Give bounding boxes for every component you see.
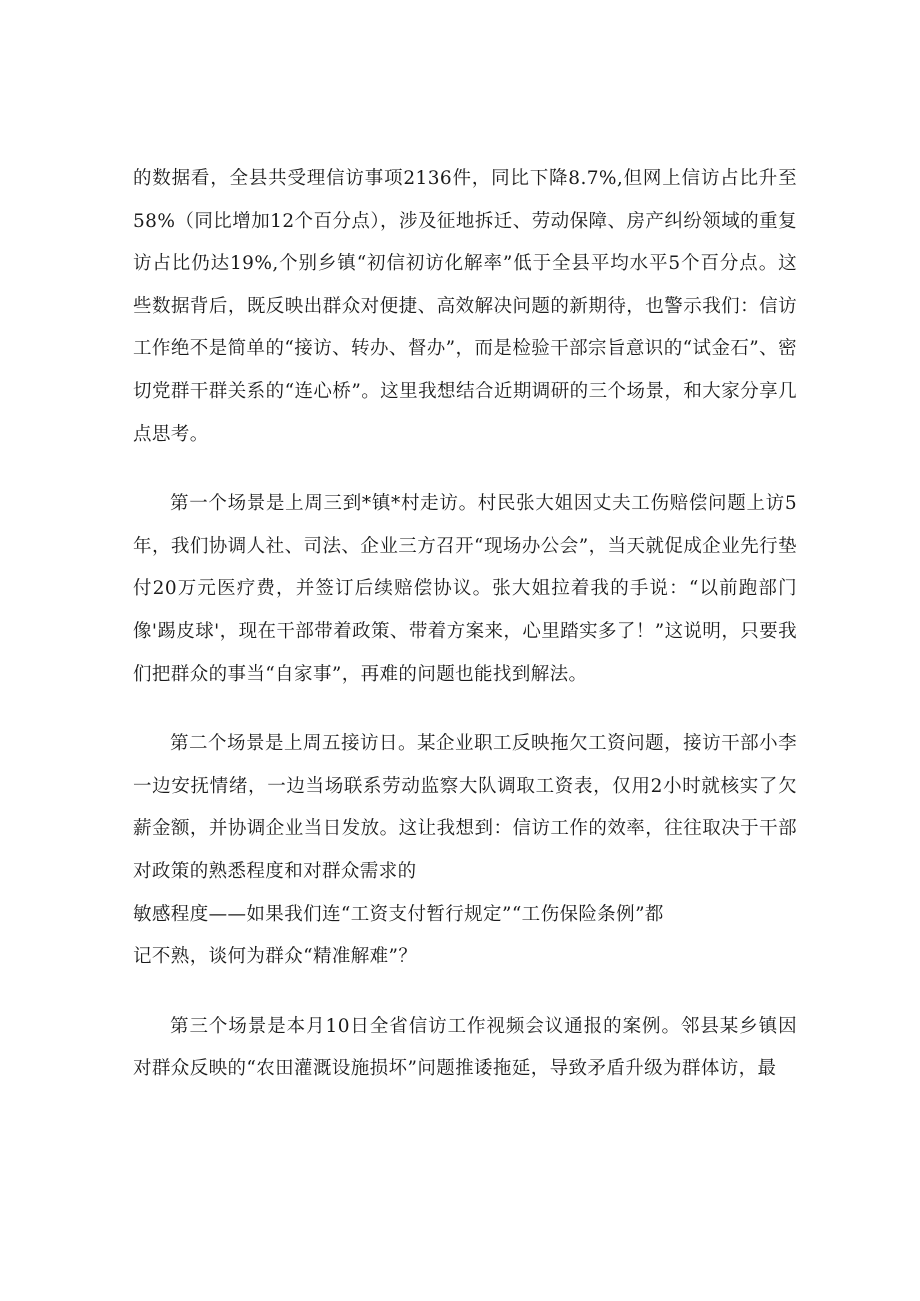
paragraph-scene-2: 第二个场景是上周五接访日。某企业职工反映拖欠工资问题，接访干部小李一边安抚情绪，一边当场联系劳动监察大队调取工资表，仅用2小时就核实了欠薪金额，并协调企业当日发放。这让我想到：信访工作的效率，往往取决于干部对政策的熟悉程度和对群众需求的: [133, 733, 797, 882]
document-body: [133, 158, 797, 1091]
paragraph-scene-1: 第一个场景是上周三到*镇*村走访。村民张大姐因丈夫工伤赔偿问题上访5年，我们协调人社、司法、企业三方召开“现场办公会”，当天就促成企业先行垫付20万元医疗费，并签订后续赔偿协议。张大姐拉着我的手说：“以前跑部门像'踢皮球'，现在干部带着政策、带着方案来，心里踏实多了！”这说明，只要我们把群众的事当“自家事”，再难的问题也能找到解法。: [133, 493, 797, 685]
paragraph-intro: 的数据看，全县共受理信访事项2136件，同比下降8.7%,但网上信访占比升至58%（同比增加12个百分点），涉及征地拆迁、劳动保障、房产纠纷领域的重复访占比仍达19%,个别乡镇“初信初访化解率”低于全县平均水平5个百分点。这些数据背后，既反映出群众对便捷、高效解决问题的新期待，也警示我们：信访工作绝不是简单的“接访、转办、督办”，而是检验干部宗旨意识的“试金石”、密切党群干群关系的“连心桥”。这里我想结合近期调研的三个场景，和大家分享几点思考。: [133, 168, 797, 445]
paragraph-scene-2-line-2: 敏感程度——如果我们连“工资支付暂行规定”“工伤保险条例”都: [133, 903, 664, 925]
paragraph-scene-3: 第三个场景是本月10日全省信访工作视频会议通报的案例。邻县某乡镇因对群众反映的“农田灌溉设施损坏”问题推诿拖延，导致矛盾升级为群体访，最: [133, 1015, 797, 1080]
paragraph-scene-2-line-3: 记不熟，谈何为群众“精准解难”？: [133, 946, 418, 968]
